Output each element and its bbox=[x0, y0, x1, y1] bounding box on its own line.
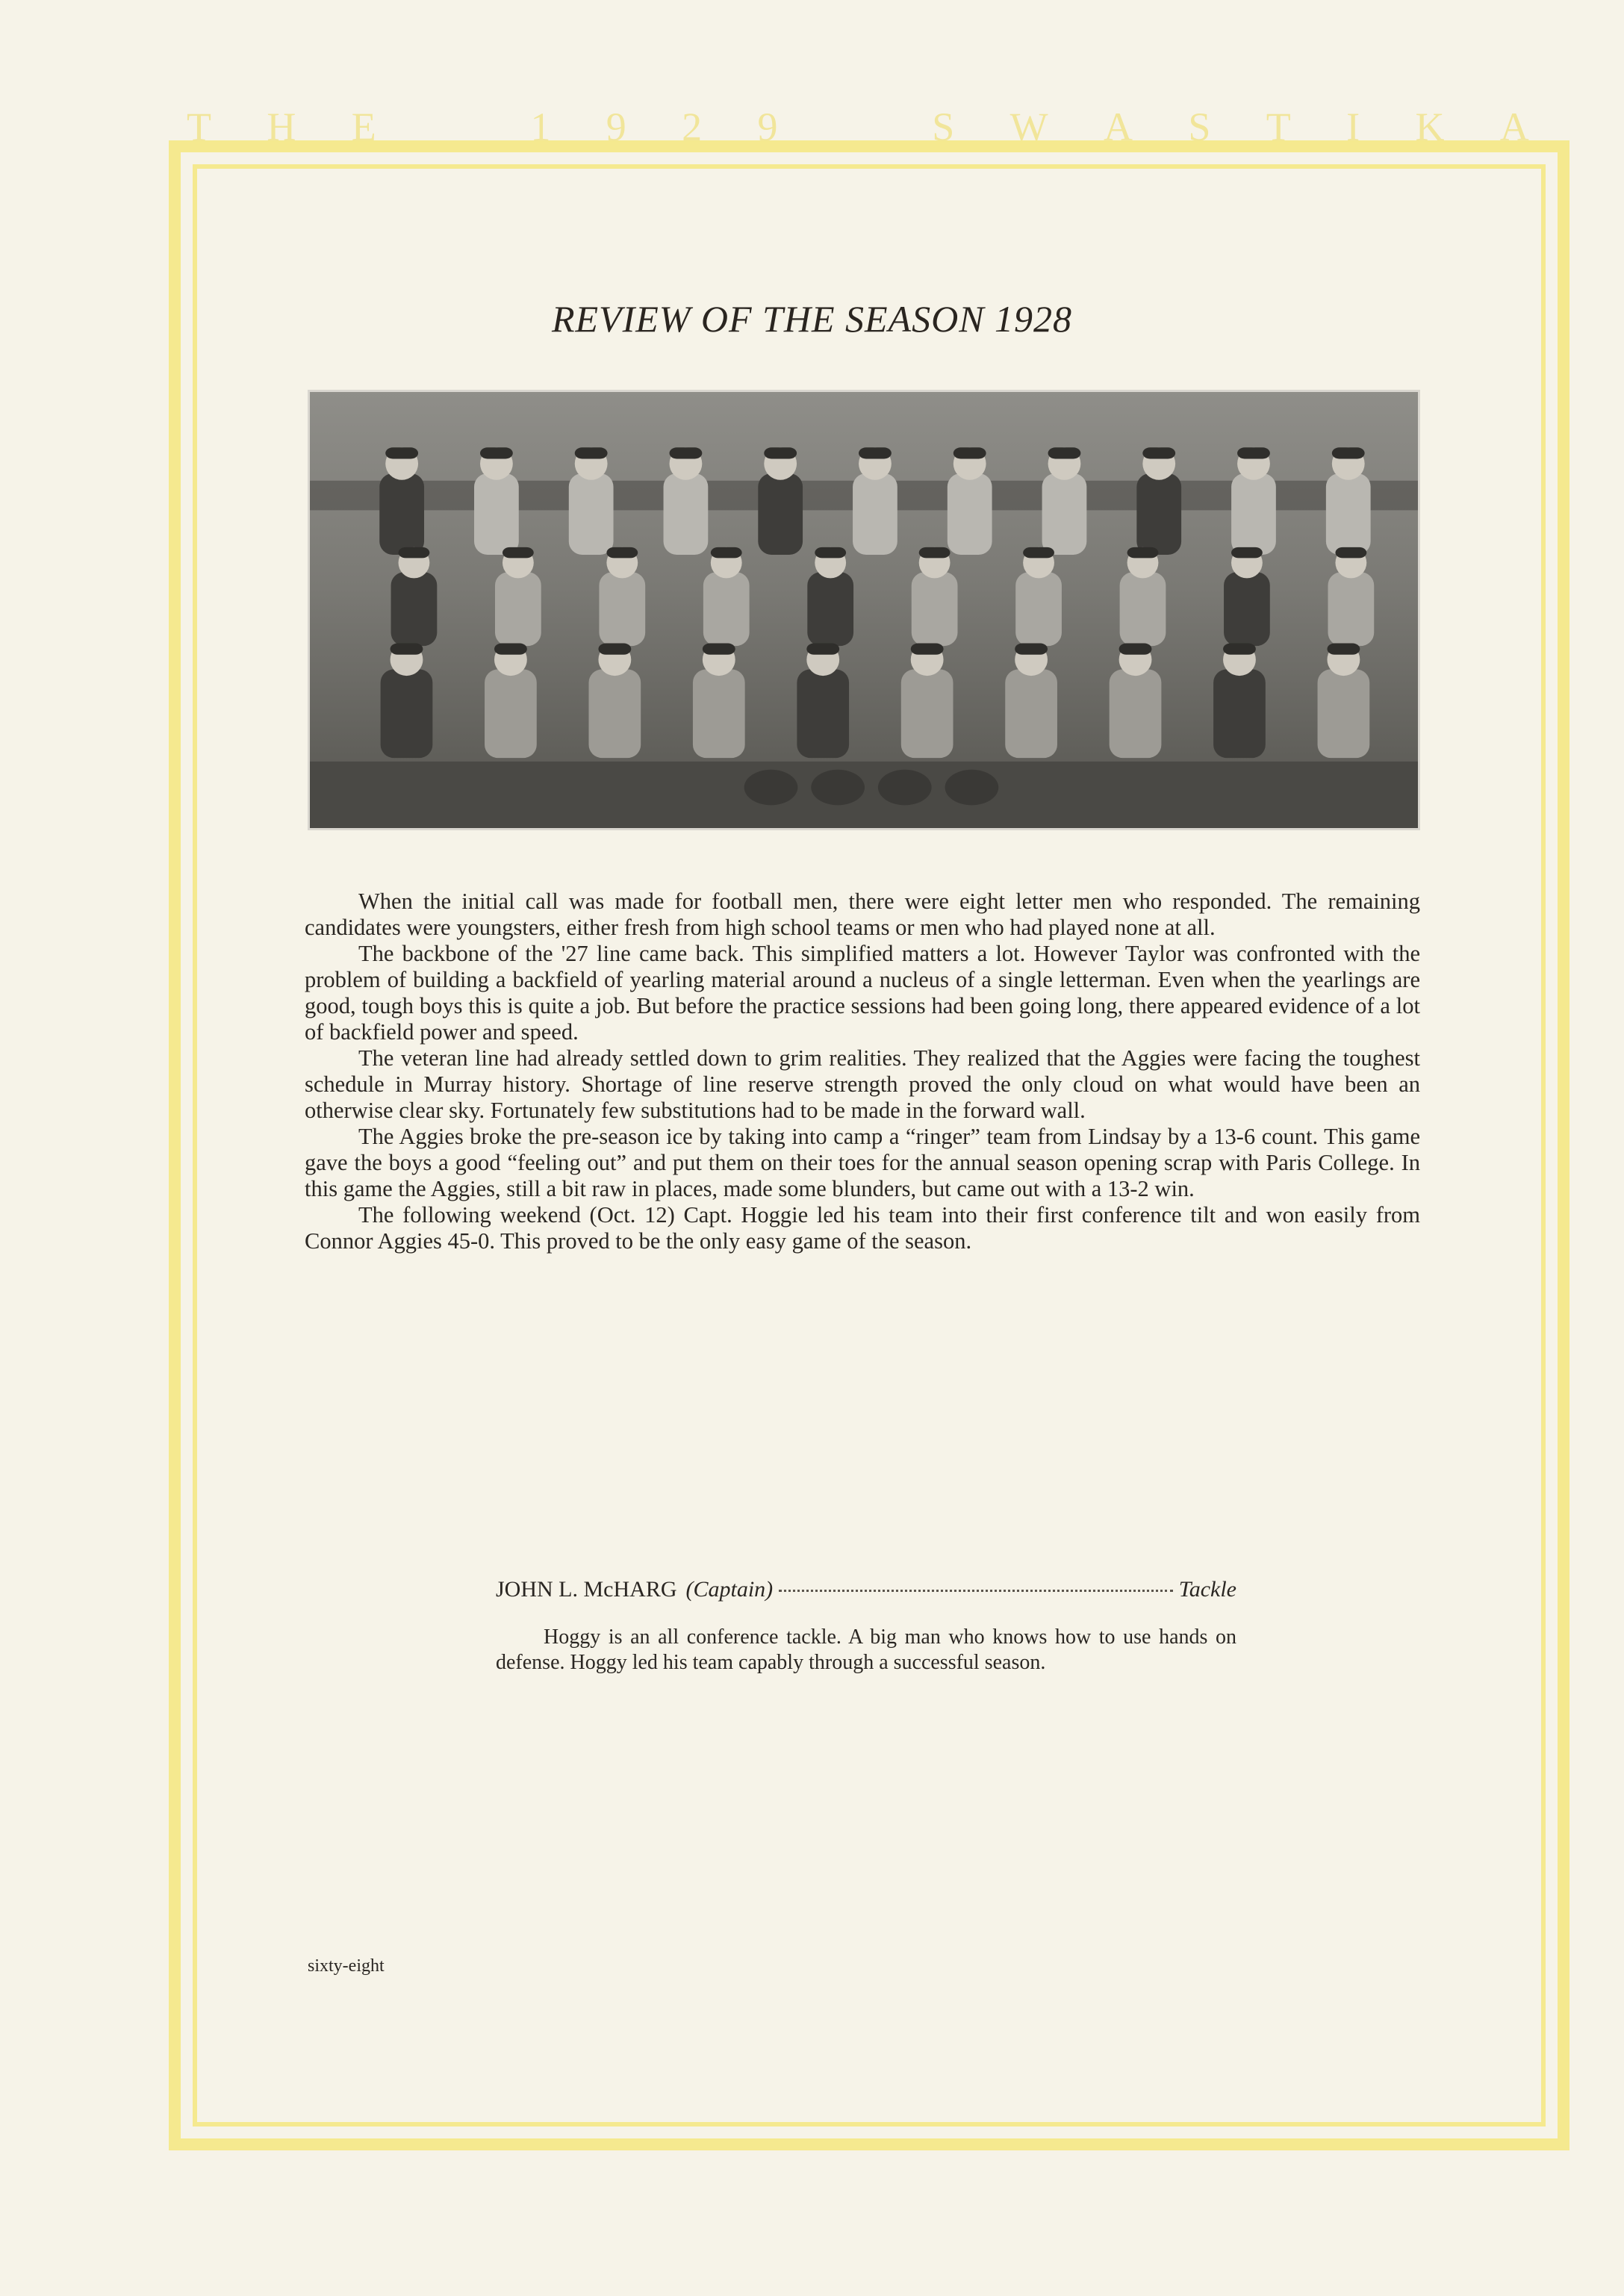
player-hair bbox=[815, 547, 846, 559]
paragraph: The veteran line had already settled down to grim realities. They realized that the Aggies were facing the toughest schedule in Murray history. Shortage of line reserve strength proved the only cloud on what would have been an otherwise clear sky. Fortunately few substitutions had to be made in the forward wall. bbox=[305, 1045, 1420, 1123]
dot-leader bbox=[779, 1590, 1173, 1592]
player-hair bbox=[391, 644, 423, 655]
player-hair bbox=[1023, 547, 1054, 559]
player-figure bbox=[599, 572, 645, 646]
running-head-letter: 1 bbox=[530, 105, 553, 149]
captain-name: JOHN L. McHARG bbox=[496, 1577, 677, 1602]
paragraph: The Aggies broke the pre-season ice by taking into camp a “ringer” team from Lindsay by a 13-6 count. This game gave the boys a good “feeling out” and put them on their toes for the annual season opening scrap with Paris College. In this game the Aggies, still a bit raw in places, made some blunders, but came out with a 13-2 win. bbox=[305, 1124, 1420, 1201]
player-hair bbox=[670, 447, 703, 458]
player-figure bbox=[1231, 473, 1276, 555]
player-figure bbox=[664, 473, 709, 555]
team-photo bbox=[308, 390, 1420, 830]
running-head-letter: H bbox=[267, 105, 298, 149]
player-hair bbox=[1142, 447, 1175, 458]
running-head-letter: T bbox=[187, 105, 213, 149]
player-figure bbox=[1110, 669, 1162, 758]
player-figure bbox=[1005, 669, 1057, 758]
football bbox=[811, 770, 865, 806]
player-hair bbox=[1231, 547, 1263, 559]
running-head-letter: 2 bbox=[682, 105, 704, 149]
player-figure bbox=[1042, 473, 1087, 555]
player-hair bbox=[859, 447, 892, 458]
football bbox=[945, 770, 999, 806]
player-figure bbox=[1318, 669, 1370, 758]
page-title: REVIEW OF THE SEASON 1928 bbox=[551, 298, 1073, 340]
player-figure bbox=[853, 473, 897, 555]
paragraph: When the initial call was made for football men, there were eight letter men who responded. The remaining candidates were youngsters, either fresh from high school teams or men who had played none at all. bbox=[305, 889, 1420, 940]
player-hair bbox=[1332, 447, 1365, 458]
captain-heading bbox=[496, 1577, 1236, 1607]
player-figure bbox=[379, 473, 424, 555]
player-figure bbox=[1326, 473, 1371, 555]
running-head-letter: T bbox=[1266, 105, 1292, 149]
player-figure bbox=[948, 473, 992, 555]
paragraph: The backbone of the '27 line came back. This simplified matters a lot. However Taylor was confronted with the problem of building a backfield of yearling material around a nucleus of a single letterman. Even when the yearlings are good, tough boys this is quite a job. But before the practice sessions had been going long, there appeared evidence of a lot of backfield power and speed. bbox=[305, 941, 1420, 1045]
player-figure bbox=[797, 669, 849, 758]
player-figure bbox=[391, 572, 438, 646]
paragraph: The following weekend (Oct. 12) Capt. Hoggie led his team into their first conference tilt and won easily from Connor Aggies 45-0. This proved to be the only easy game of the season. bbox=[305, 1202, 1420, 1254]
player-hair bbox=[494, 644, 527, 655]
captain-description-text: Hoggy is an all conference tackle. A big man who knows how to use hands on defense. Hoggy led his team capably through a successful season. bbox=[496, 1625, 1236, 1674]
player-hair bbox=[1223, 644, 1256, 655]
player-figure bbox=[1015, 572, 1062, 646]
running-head-letter: S bbox=[1188, 105, 1213, 149]
running-head-letter: A bbox=[1499, 105, 1531, 149]
player-figure bbox=[1224, 572, 1270, 646]
running-head-letter: W bbox=[1009, 105, 1050, 149]
player-hair bbox=[1335, 547, 1366, 559]
player-figure bbox=[703, 572, 750, 646]
player-hair bbox=[911, 644, 944, 655]
player-figure bbox=[1328, 572, 1374, 646]
player-hair bbox=[606, 547, 638, 559]
running-head-letter: E bbox=[351, 105, 378, 149]
player-hair bbox=[1237, 447, 1270, 458]
player-figure bbox=[1136, 473, 1181, 555]
player-figure bbox=[569, 473, 614, 555]
running-head-letter: K bbox=[1415, 105, 1446, 149]
player-figure bbox=[758, 473, 803, 555]
football bbox=[878, 770, 932, 806]
player-hair bbox=[385, 447, 418, 458]
player-hair bbox=[764, 447, 797, 458]
page-number: sixty-eight bbox=[308, 1956, 385, 1976]
player-figure bbox=[474, 473, 519, 555]
running-head-letter: 9 bbox=[757, 105, 780, 149]
player-hair bbox=[399, 547, 430, 559]
running-head-letter: S bbox=[932, 105, 956, 149]
player-hair bbox=[703, 644, 735, 655]
player-figure bbox=[693, 669, 745, 758]
player-hair bbox=[711, 547, 742, 559]
player-hair bbox=[1327, 644, 1360, 655]
player-hair bbox=[953, 447, 986, 458]
player-figure bbox=[485, 669, 537, 758]
player-hair bbox=[575, 447, 608, 458]
player-figure bbox=[495, 572, 541, 646]
player-hair bbox=[919, 547, 951, 559]
running-head-letter: I bbox=[1346, 105, 1362, 149]
player-figure bbox=[588, 669, 641, 758]
player-figure bbox=[381, 669, 433, 758]
player-figure bbox=[807, 572, 853, 646]
player-hair bbox=[503, 547, 534, 559]
player-hair bbox=[1119, 644, 1152, 655]
player-figure bbox=[1213, 669, 1266, 758]
running-head-letter: 9 bbox=[606, 105, 628, 149]
player-figure bbox=[912, 572, 958, 646]
captain-role: (Captain) bbox=[685, 1577, 774, 1602]
player-figure bbox=[901, 669, 953, 758]
team-photo-image bbox=[310, 392, 1418, 828]
player-hair bbox=[598, 644, 631, 655]
captain-position: Tackle bbox=[1178, 1577, 1236, 1602]
player-hair bbox=[1127, 547, 1159, 559]
player-hair bbox=[806, 644, 839, 655]
captain-description bbox=[496, 1625, 1236, 1676]
running-head-letter: A bbox=[1103, 105, 1134, 149]
football bbox=[744, 770, 798, 806]
season-review-text bbox=[305, 889, 1420, 1254]
player-hair bbox=[1015, 644, 1048, 655]
player-figure bbox=[1120, 572, 1166, 646]
player-hair bbox=[480, 447, 513, 458]
player-hair bbox=[1048, 447, 1081, 458]
